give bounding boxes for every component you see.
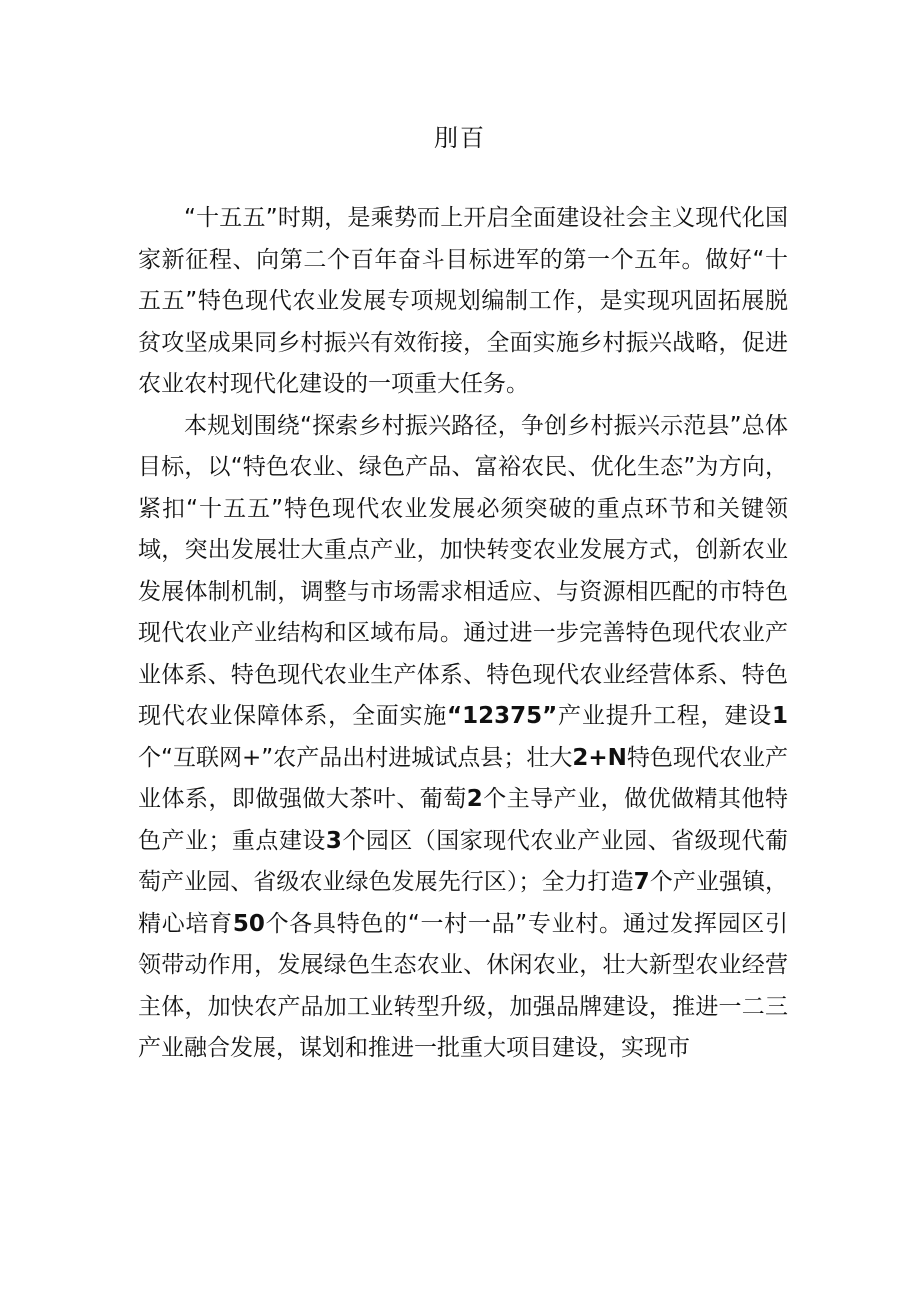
paragraph-2-text: 特色现代农业产业体系，即做强做大茶叶、葡萄 [138,744,789,812]
paragraph-2-text: 产业提升工程，建设 [557,703,772,729]
highlight-number: 7 [633,869,650,895]
highlight-number: 1 [772,703,789,729]
page-title: 刖百 [434,124,486,152]
paragraph-2-text: 个各具特色的“一村一品”专业村。通过发挥园区引领带动作用，发展绿色生态农业、休闲农业，壮大新型农业经营主体，加快农产品加工业转型升级，加强品牌建设，推进一二三产业融合发展，谋划和推进一批重大项目建设，实现市 [138,910,788,1061]
paragraph-2 [138,406,788,1070]
highlight-number: 50 [232,910,265,937]
paragraph-2-text: 个“互联网+”农产品出村进城试点县；壮大 [138,744,573,771]
paragraph-2-text: 个园区（国家现代农业产业园、省级现代葡萄产业园、省级农业绿色发展先行区）；全力打造 [138,827,789,895]
highlight-number: “12375” [447,703,558,729]
highlight-number: 2 [466,786,483,812]
document-body [138,198,788,1070]
highlight-number: 3 [325,827,342,854]
paragraph-1: “十五五”时期，是乘势而上开启全面建设社会主义现代化国家新征程、向第二个百年奋斗目标进军的第一个五年。做好“十五五”特色现代农业发展专项规划编制工作，是实现巩固拓展脱贫攻坚成果同乡村振兴有效衔接，全面实施乡村振兴战略，促进农业农村现代化建设的一项重大任务。 [138,205,788,397]
paragraph-2-text: 个主导产业，做优做精其他特色产业；重点建设 [138,786,789,854]
paragraph-2-text: 本规划围绕“探索乡村振兴路径，争创乡村振兴示范县”总体目标，以“特色农业、绿色产品、富裕农民、优化生态”为方向，紧扣“十五五”特色现代农业发展必须突破的重点环节和关键领域，突出发展壮大重点产业，加快转变农业发展方式，创新农业发展体制机制，调整与市场需求相适应、与资源相匹配的市特色现代农业产业结构和区域布局。通过进一步完善特色现代农业产业体系、特色现代农业生产体系、特色现代农业经营体系、特色现代农业保障体系，全面实施 [138,412,788,729]
highlight-number: 2+N [572,744,627,771]
paragraph-2-text: 个产业强镇，精心培育 [138,869,789,937]
